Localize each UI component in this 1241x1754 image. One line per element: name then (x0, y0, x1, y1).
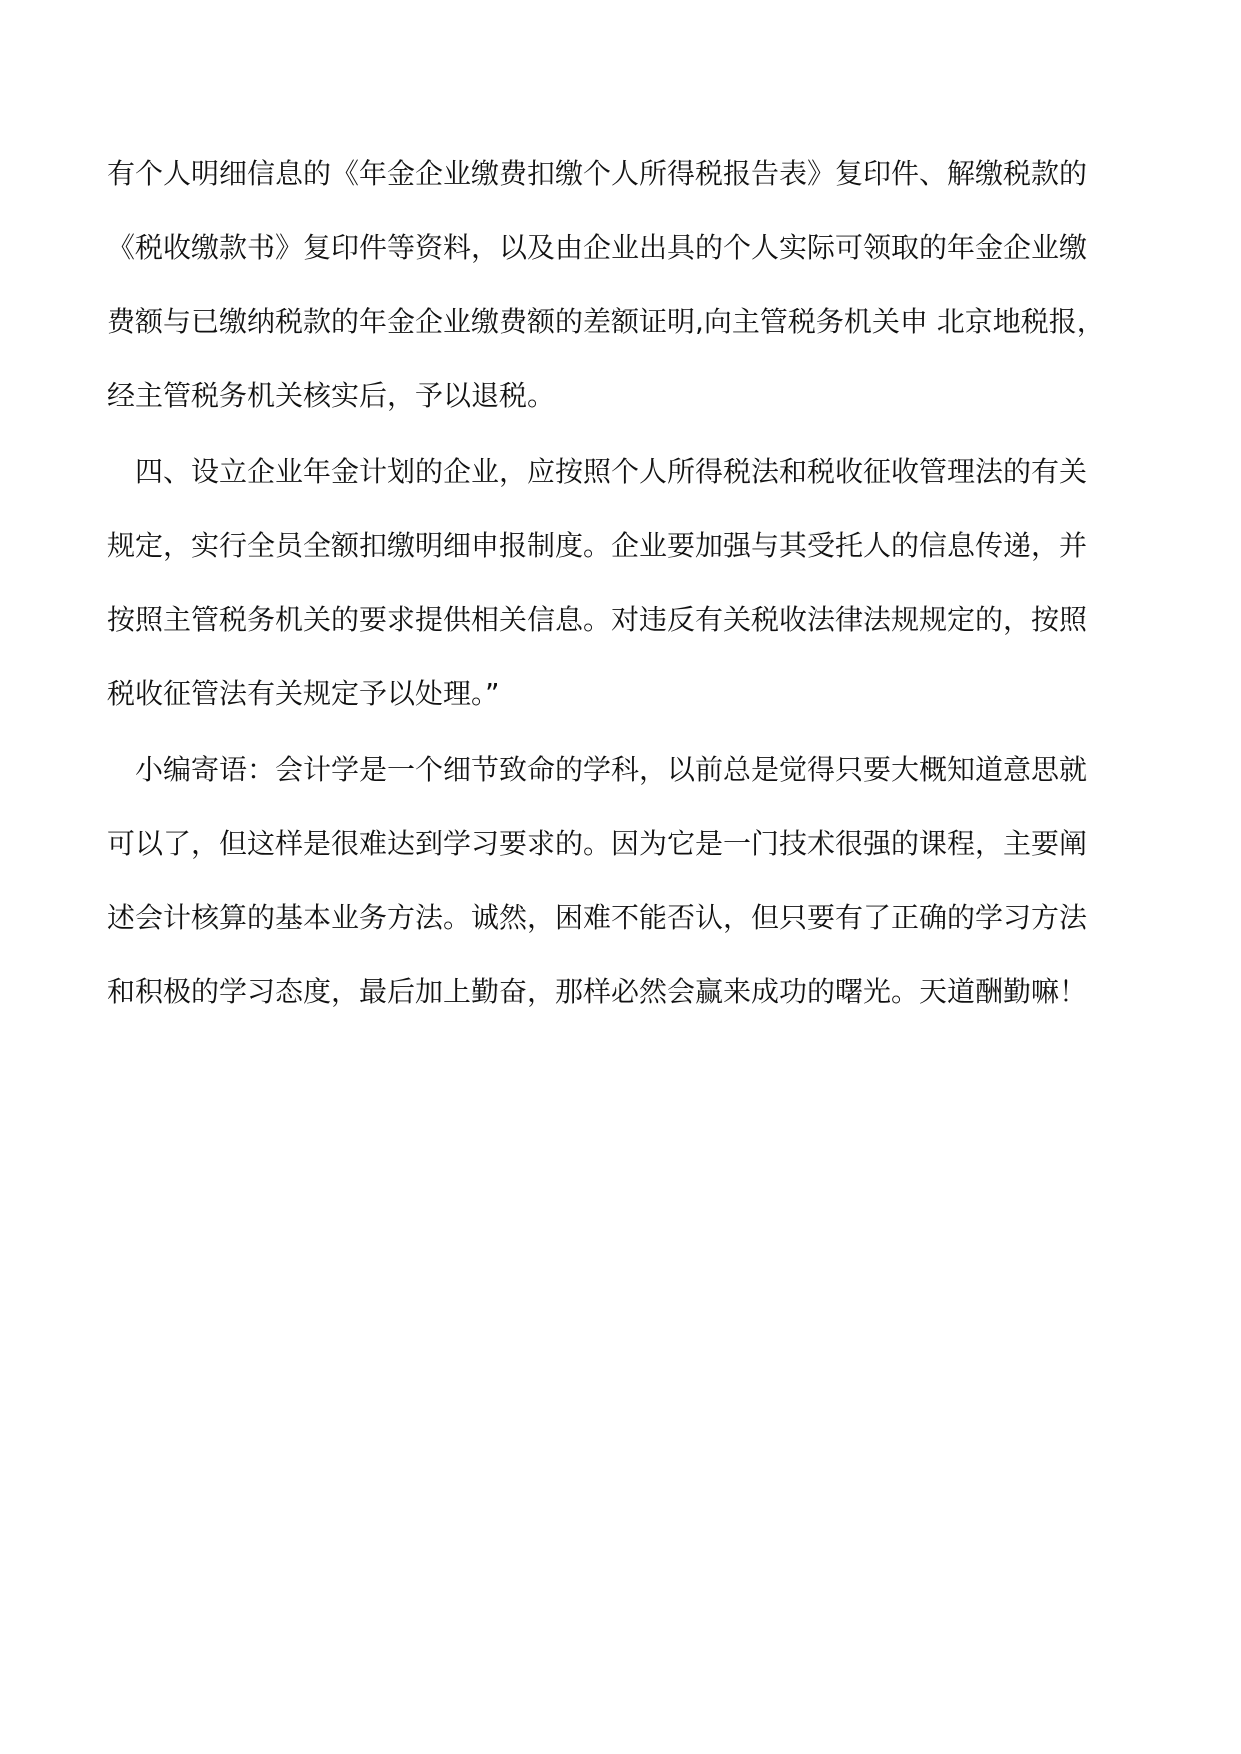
paragraph-1-line-3: 费额与已缴纳税款的年金企业缴费额的差额证明,向主管税务机关申 北京地税报， (107, 305, 1105, 338)
paragraph-2-line-1: 四、设立企业年金计划的企业，应按照个人所得税法和税收征收管理法的有关 (135, 455, 1088, 488)
paragraph-3-line-3: 述会计核算的基本业务方法。诚然，困难不能否认，但只要有了正确的学习方法 (107, 901, 1088, 934)
paragraph-3-line-1: 小编寄语：会计学是一个细节致命的学科，以前总是觉得只要大概知道意思就 (135, 753, 1088, 786)
paragraph-2-line-4: 税收征管法有关规定予以处理。” (107, 677, 500, 710)
paragraph-3-line-4: 和积极的学习态度，最后加上勤奋，那样必然会赢来成功的曙光。天道酬勤嘛！ (107, 975, 1088, 1008)
paragraph-2-line-2: 规定，实行全员全额扣缴明细申报制度。企业要加强与其受托人的信息传递，并 (107, 529, 1088, 562)
paragraph-1-line-2: 《税收缴款书》复印件等资料，以及由企业出具的个人实际可领取的年金企业缴 (107, 231, 1088, 264)
paragraph-1-line-1: 有个人明细信息的《年金企业缴费扣缴个人所得税报告表》复印件、解缴税款的 (107, 157, 1088, 190)
paragraph-1-line-4: 经主管税务机关核实后，予以退税。 (107, 379, 556, 412)
paragraph-2-line-3: 按照主管税务机关的要求提供相关信息。对违反有关税收法律法规规定的，按照 (107, 603, 1088, 636)
paragraph-3-line-2: 可以了，但这样是很难达到学习要求的。因为它是一门技术很强的课程，主要阐 (107, 827, 1088, 860)
